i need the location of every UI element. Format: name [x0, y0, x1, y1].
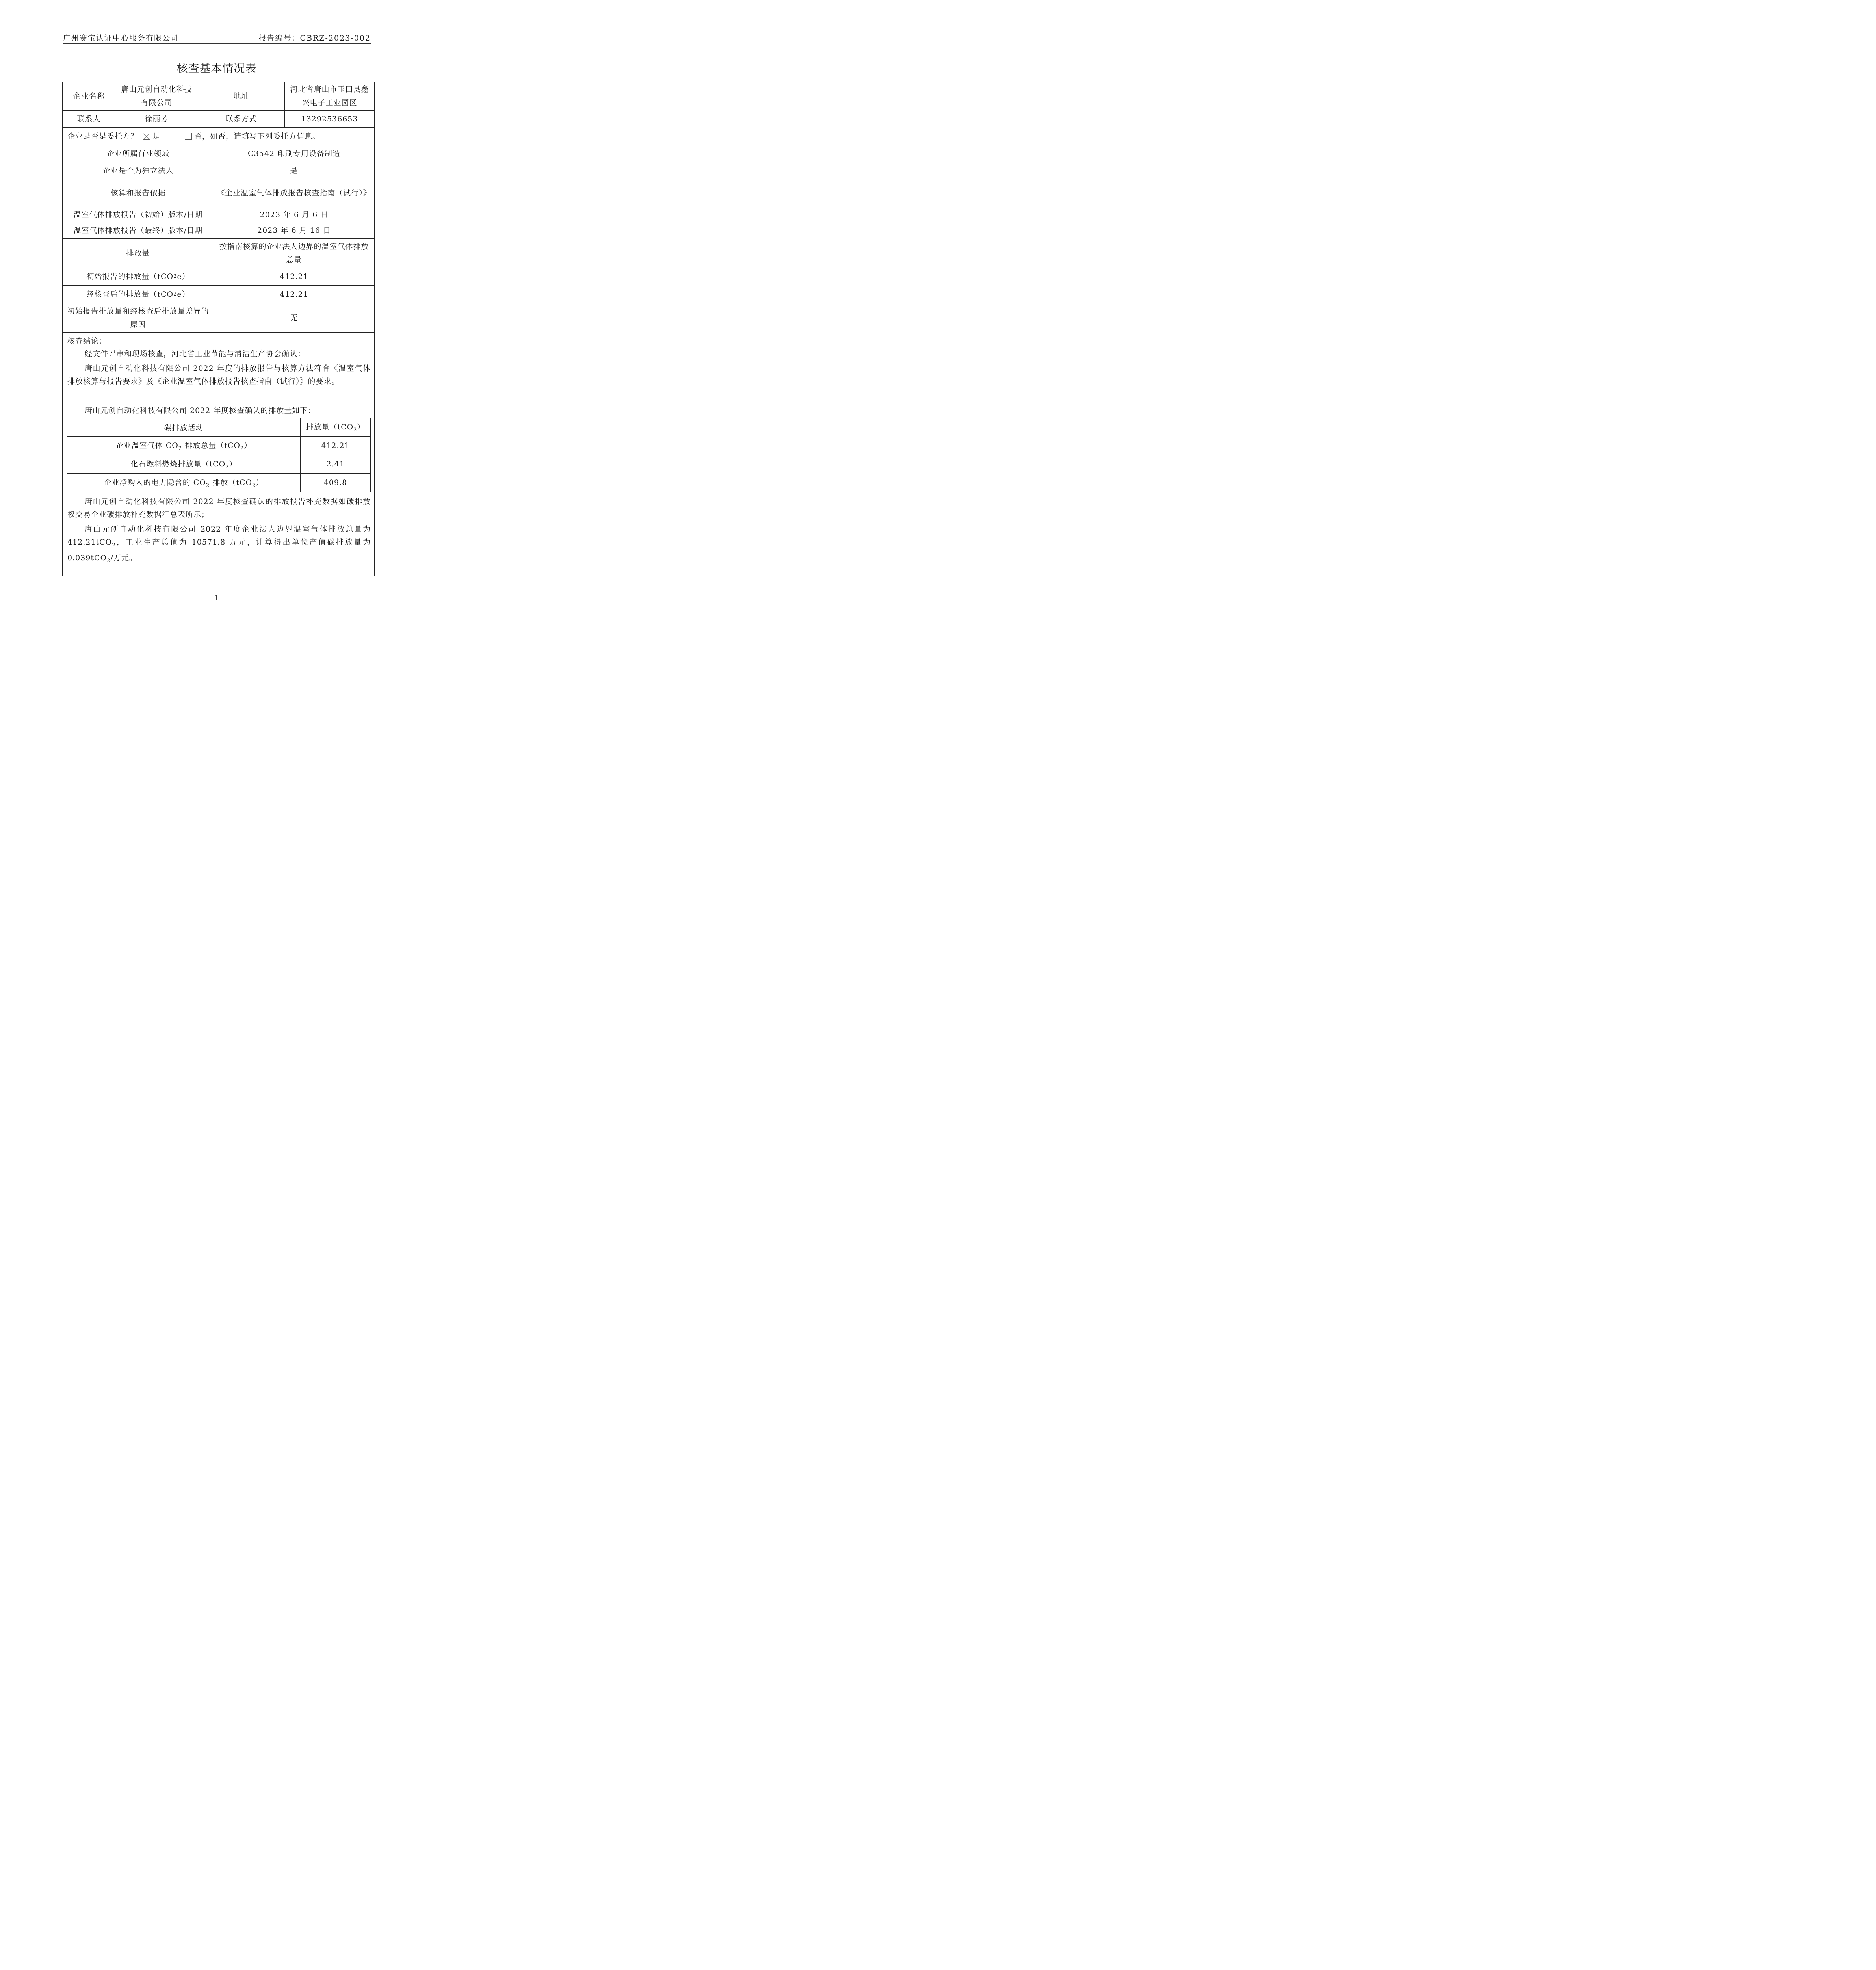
row-value-legal-entity: 是: [214, 162, 374, 179]
address-value: 河北省唐山市玉田县鑫兴电子工业园区: [285, 82, 374, 111]
row-label-emissions: 排放量: [63, 239, 214, 268]
amount-total: 412.21: [301, 437, 371, 455]
conclusion-paragraph-2: 唐山元创自动化科技有限公司 2022 年度的排放报告与核算方法符合《温室气体排放核算与报告要求》及《企业温室气体排放报告核查指南（试行）》的要求。: [67, 364, 371, 386]
conclusion-paragraph-3: 唐山元创自动化科技有限公司 2022 年度核查确认的排放量如下：: [85, 406, 316, 415]
phone-value: 13292536653: [285, 111, 374, 128]
row-value-difference-reason: 无: [214, 303, 374, 333]
company-name-label: 企业名称: [63, 82, 115, 111]
row-label-verified-emissions: 经核查后的排放量（tCO 2 e）: [63, 286, 214, 303]
row-label-legal-entity: 企业是否为独立法人: [63, 162, 214, 179]
row-value-emissions: 按指南核算的企业法人边界的温室气体排放总量: [214, 239, 374, 268]
header-report-number: 报告编号：CBRZ-2023-002: [258, 34, 371, 43]
row-label-industry: 企业所属行业领域: [63, 145, 214, 162]
verification-summary-table: [62, 82, 375, 576]
row-value-initial-version: 2023 年 6 月 6 日: [214, 207, 374, 222]
client-question-text: 企业是否是委托方？: [67, 132, 139, 141]
row-label-initial-emissions: 初始报告的排放量（tCO 2 e）: [63, 268, 214, 286]
header-activity: 碳排放活动: [67, 418, 301, 437]
conclusion-paragraph-1: 经文件评审和现场核查，河北省工业节能与清洁生产协会确认：: [85, 349, 306, 358]
row-value-basis: 《企业温室气体排放报告核查指南（试行）》: [214, 179, 374, 207]
row-value-verified-emissions: 412.21: [214, 286, 374, 303]
table-header-row: [67, 418, 370, 437]
document-title: 核查基本情况表: [176, 62, 257, 75]
page-header: [63, 31, 371, 44]
no-checkbox[interactable]: [185, 133, 192, 140]
activity-fossil-fuel: 化石燃料燃烧排放量（tCO$_2$）: [67, 455, 301, 474]
conclusion-paragraph-5: 唐山元创自动化科技有限公司 2022 年度企业法人边界温室气体排放总量为 412.21tCO$_2$，工业生产总值为 10571.8 万元，计算得出单位产值碳排放量为 0.039tCO$_2$/万元。: [67, 525, 371, 564]
row-label-initial-version: 温室气体排放报告（初始）版本/日期: [63, 207, 214, 222]
amount-electricity: 409.8: [301, 474, 371, 492]
phone-label: 联系方式: [198, 111, 285, 128]
address-label: 地址: [198, 82, 285, 111]
contact-person-value: 徐丽芳: [115, 111, 198, 128]
yes-label: 是: [152, 132, 161, 141]
conclusion-paragraph-4: 唐山元创自动化科技有限公司 2022 年度核查确认的排放报告补充数据如碳排放权交易企业碳排放补充数据汇总表所示；: [67, 497, 371, 519]
client-question-row: [63, 128, 374, 145]
contact-person-label: 联系人: [63, 111, 115, 128]
row-value-initial-emissions: 412.21: [214, 268, 374, 286]
table-row: [67, 437, 370, 455]
row-value-final-version: 2023 年 6 月 16 日: [214, 222, 374, 239]
table-row: [67, 474, 370, 492]
activity-electricity: 企业净购入的电力隐含的 $CO_2$ 排放（tCO$_2$）: [67, 474, 301, 492]
activity-total: 企业温室气体 $CO_2$ 排放总量（tCO$_2$）: [67, 437, 301, 455]
no-label: 否，如否，请填写下列委托方信息。: [194, 132, 321, 141]
conclusion-label: 核查结论：: [67, 337, 107, 346]
emissions-table: [67, 418, 371, 492]
row-label-basis: 核算和报告依据: [63, 179, 214, 207]
company-name-value: 唐山元创自动化科技有限公司: [115, 82, 198, 111]
yes-checkbox[interactable]: [143, 133, 150, 140]
header-amount: 排放量（tCO$_2$）: [301, 418, 371, 437]
amount-fossil-fuel: 2.41: [301, 455, 371, 474]
row-value-industry: C3542 印刷专用设备制造: [214, 145, 374, 162]
table-row: [67, 455, 370, 474]
row-label-final-version: 温室气体排放报告（最终）版本/日期: [63, 222, 214, 239]
header-organization: 广州赛宝认证中心服务有限公司: [63, 34, 179, 43]
page-number: 1: [214, 593, 219, 602]
row-label-difference-reason: 初始报告排放量和经核查后排放量差异的原因: [63, 303, 214, 333]
